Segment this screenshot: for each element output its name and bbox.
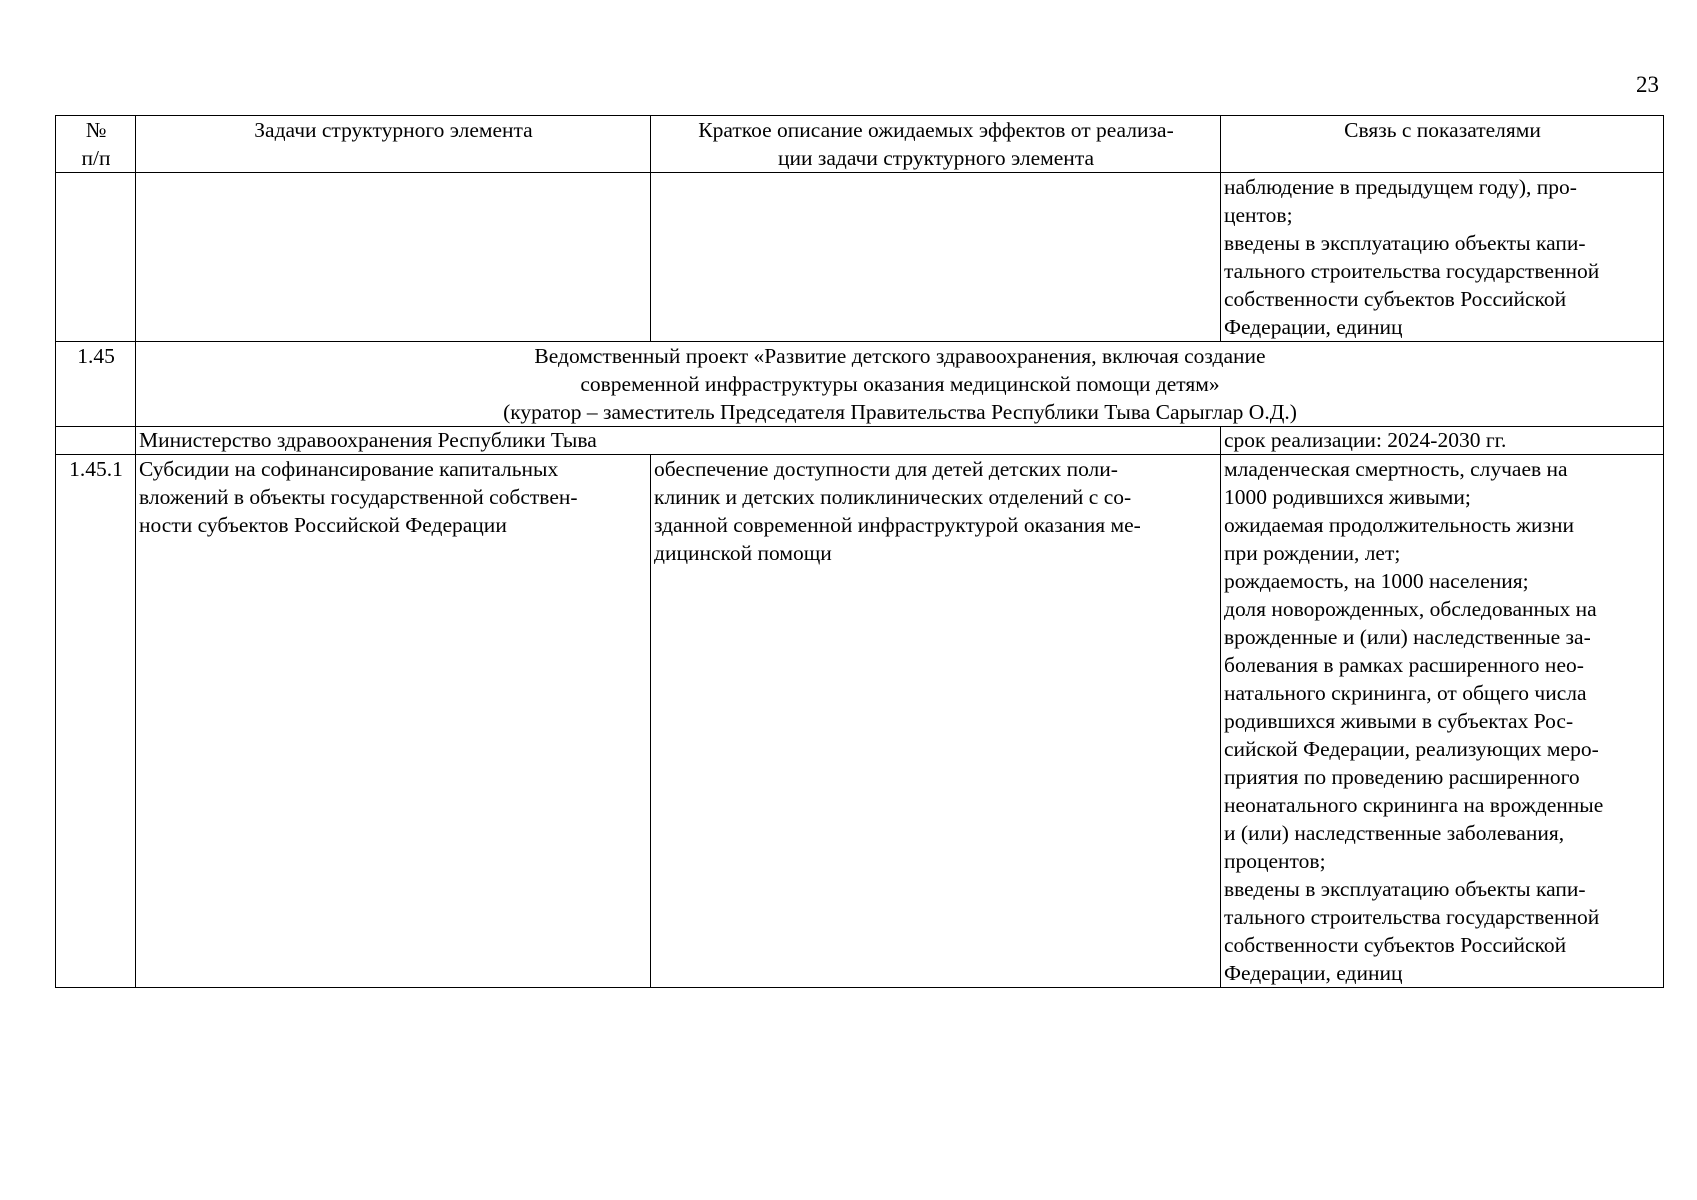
continuation-link-cell xyxy=(1221,173,1664,342)
header-effect xyxy=(651,116,1221,173)
continuation-link-line: собственности субъектов Российской xyxy=(1224,287,1567,311)
link-line: доля новорожденных, обследованных на xyxy=(1224,597,1597,621)
link-line: натального скрининга, от общего числа xyxy=(1224,681,1587,705)
project-title-line: современной инфраструктуры оказания медицинской помощи детям» xyxy=(580,372,1220,396)
link-line: неонатального скрининга на врожденные xyxy=(1224,793,1604,817)
ministry-responsible: Министерство здравоохранения Республики Тыва xyxy=(136,427,1221,455)
link-line: ожидаемая продолжительность жизни xyxy=(1224,513,1574,537)
link-line: введены в эксплуатацию объекты капи- xyxy=(1224,877,1586,901)
header-num-line-1: № xyxy=(85,118,107,142)
effect-line: обеспечение доступности для детей детских поли- xyxy=(654,457,1118,481)
link-line: и (или) наследственные заболевания, xyxy=(1224,821,1565,845)
link-line: болевания в рамках расширенного нео- xyxy=(1224,653,1584,677)
link-line: при рождении, лет; xyxy=(1224,541,1401,565)
continuation-link-line: центов; xyxy=(1224,203,1293,227)
header-effect-line-1: Краткое описание ожидаемых эффектов от реализа- xyxy=(698,118,1174,142)
continuation-effect-cell xyxy=(651,173,1221,342)
link-line: сийской Федерации, реализующих меро- xyxy=(1224,737,1599,761)
link-line: врожденные и (или) наследственные за- xyxy=(1224,625,1591,649)
task-effect-cell xyxy=(651,455,1221,988)
structural-elements-table xyxy=(55,115,1664,988)
task-link-cell xyxy=(1221,455,1664,988)
task-line: ности субъектов Российской Федерации xyxy=(139,513,507,537)
task-description-cell xyxy=(136,455,651,988)
header-link: Связь с показателями xyxy=(1221,116,1664,173)
header-num xyxy=(56,116,136,173)
header-num-line-2: п/п xyxy=(81,146,111,170)
effect-line: дицинской помощи xyxy=(654,541,832,565)
link-line: процентов; xyxy=(1224,849,1326,873)
table-row-task xyxy=(56,455,1664,988)
link-line: тального строительства государственной xyxy=(1224,905,1600,929)
effect-line: зданной современной инфраструктурой оказания ме- xyxy=(654,513,1141,537)
project-num: 1.45 xyxy=(56,342,136,427)
task-line: Субсидии на софинансирование капитальных xyxy=(139,457,559,481)
ministry-num-cell xyxy=(56,427,136,455)
table-row-ministry xyxy=(56,427,1664,455)
link-line: Федерации, единиц xyxy=(1224,961,1403,985)
link-line: приятия по проведению расширенного xyxy=(1224,765,1580,789)
table-header-row xyxy=(56,116,1664,173)
header-effect-line-2: ции задачи структурного элемента xyxy=(777,146,1095,170)
task-line: вложений в объекты государственной собствен- xyxy=(139,485,578,509)
task-num: 1.45.1 xyxy=(56,455,136,988)
header-task: Задачи структурного элемента xyxy=(136,116,651,173)
continuation-task-cell xyxy=(136,173,651,342)
project-title-line: (куратор – заместитель Председателя Правительства Республики Тыва Сарыглар О.Д.) xyxy=(503,400,1297,424)
effect-line: клиник и детских поликлинических отделений с со- xyxy=(654,485,1132,509)
link-line: 1000 родившихся живыми; xyxy=(1224,485,1471,509)
continuation-link-line: тального строительства государственной xyxy=(1224,259,1600,283)
continuation-link-line: Федерации, единиц xyxy=(1224,315,1403,339)
continuation-link-line: введены в эксплуатацию объекты капи- xyxy=(1224,231,1586,255)
project-title-cell xyxy=(136,342,1664,427)
table-row-project xyxy=(56,342,1664,427)
link-line: рождаемость, на 1000 населения; xyxy=(1224,569,1529,593)
ministry-term: срок реализации: 2024-2030 гг. xyxy=(1221,427,1664,455)
link-line: младенческая смертность, случаев на xyxy=(1224,457,1568,481)
page-number: 23 xyxy=(1636,72,1659,97)
table-row-continuation xyxy=(56,173,1664,342)
continuation-num-cell xyxy=(56,173,136,342)
continuation-link-line: наблюдение в предыдущем году), про- xyxy=(1224,175,1577,199)
project-title-line: Ведомственный проект «Развитие детского здравоохранения, включая создание xyxy=(534,344,1266,368)
link-line: родившихся живыми в субъектах Рос- xyxy=(1224,709,1574,733)
link-line: собственности субъектов Российской xyxy=(1224,933,1567,957)
